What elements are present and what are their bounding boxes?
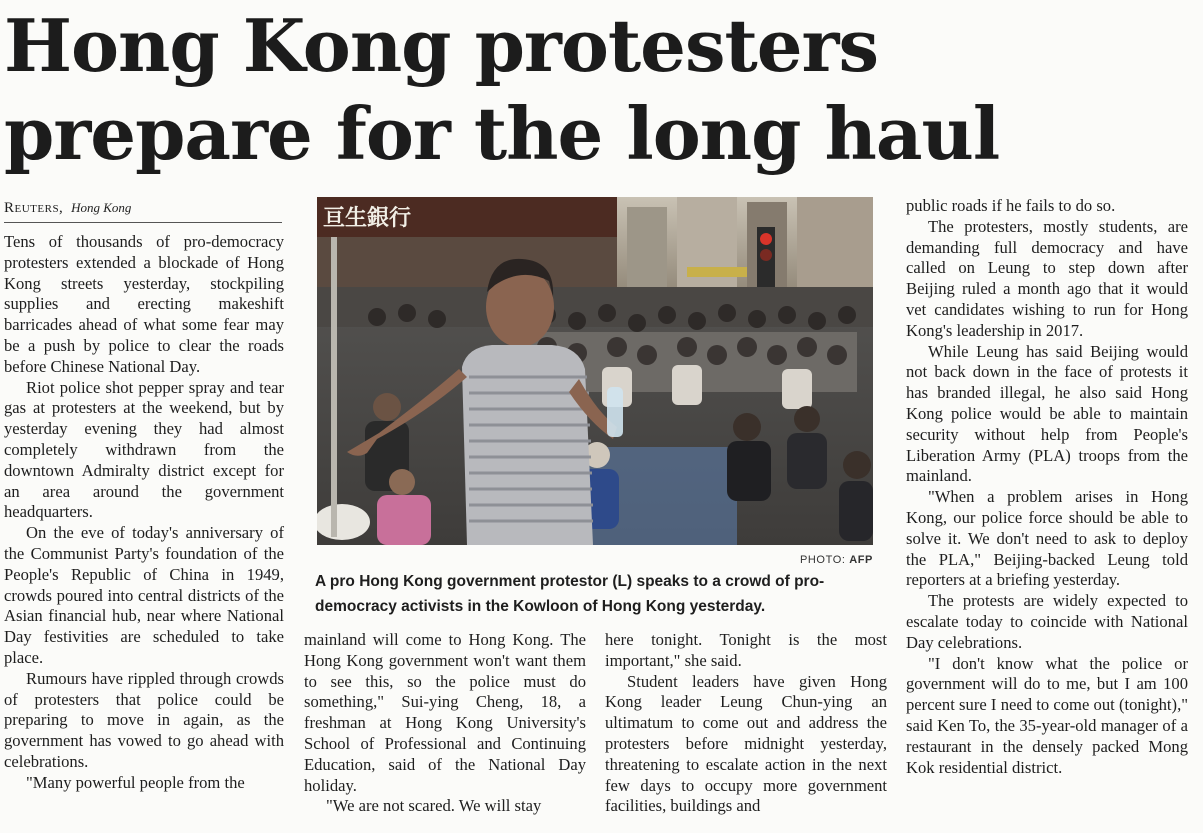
byline-agency: Reuters, (4, 200, 64, 216)
photo-credit (700, 554, 873, 566)
byline (4, 198, 282, 223)
byline-location: Hong Kong (71, 200, 132, 215)
paragraph: "We are not scared. We will stay (326, 796, 542, 816)
photo-illustration (317, 197, 873, 545)
paragraph: public roads if he fails to do so. (906, 196, 1116, 215)
news-photo (317, 197, 873, 545)
shop-sign-text: 亘生銀行 (323, 206, 412, 231)
article-column-2 (304, 630, 586, 817)
paragraph: Rumours have rippled through crowds of protesters that police could be preparing to move in again, as the government has vowed to go ahead with celebrations. (4, 668, 284, 771)
paragraph: Student leaders have given Hong Kong leader Leung Chun-ying an ultimatum to come out and address the protesters before midnight yesterday, threatening to escalate action in the next few days to occupy more government facilities, buildings and (605, 671, 887, 816)
paragraph: "Many powerful people from the (26, 772, 245, 792)
paragraph: The protests are widely expected to escalate today to coincide with National Day celebrations. (906, 591, 1188, 652)
article-column-1 (4, 232, 284, 794)
paragraph: here tonight. Tonight is the most important," she said. (605, 630, 887, 670)
photo-credit-label: PHOTO: (799, 554, 846, 566)
paragraph: On the eve of today's anniversary of the Communist Party's foundation of the People's Republic of China in 1949, crowds poured into central districts of the Asian financial hub, near where National Day festivities are scheduled to take place. (4, 523, 284, 667)
article-column-4 (906, 196, 1188, 778)
paragraph: Tens of thousands of pro-democracy protesters extended a blockade of Hong Kong streets yesterday, stockpiling supplies and erecting makeshift barricades ahead of what some fear may be a push by police to clear the roads before Chinese National Day. (4, 232, 284, 376)
headline: Hong Kong protesters prepare for the long haul (4, 3, 1000, 176)
paragraph: mainland will come to Hong Kong. The Hong Kong government won't want them to see this, so the police must do something," Sui-ying Cheng, 18, a freshman at Hong Kong University's School of Professional and Continuing Education, said of the National Day holiday. (304, 630, 586, 795)
paragraph: While Leung has said Beijing would not back down in the face of protests it has branded illegal, he also said Hong Kong police would be able to maintain security without help from People's Liberation Army (PLA) troops from the mainland. (906, 341, 1188, 486)
paragraph: "When a problem arises in Hong Kong, our police force should be able to solve it. We don't need to ask to deploy the PLA," Beijing-backed Leung told reporters at a briefing yesterday. (906, 487, 1188, 590)
paragraph: The protesters, mostly students, are demanding full democracy and have called on Leung to step down after Beijing ruled a month ago that it would vet candidates wishing to run for Hong Kong's leadership in 2017. (906, 216, 1188, 340)
article-column-3 (605, 630, 887, 817)
paragraph: Riot police shot pepper spray and tear gas at protesters at the weekend, but by yesterday evening they had almost completely withdrawn from the downtown Admiralty district except for an area around the government headquarters. (4, 377, 284, 522)
paragraph: "I don't know what the police or government will do to me, but I am 100 percent sure I need to come out (tonight)," said Ken To, the 35-year-old manager of a restaurant in the densely packed Mong Kok residential district. (906, 653, 1188, 777)
photo-credit-source: AFP (849, 554, 873, 566)
photo-caption: A pro Hong Kong government protestor (L) speaks to a crowd of pro-democracy activists in the Kowloon of Hong Kong yesterday. (315, 573, 825, 615)
